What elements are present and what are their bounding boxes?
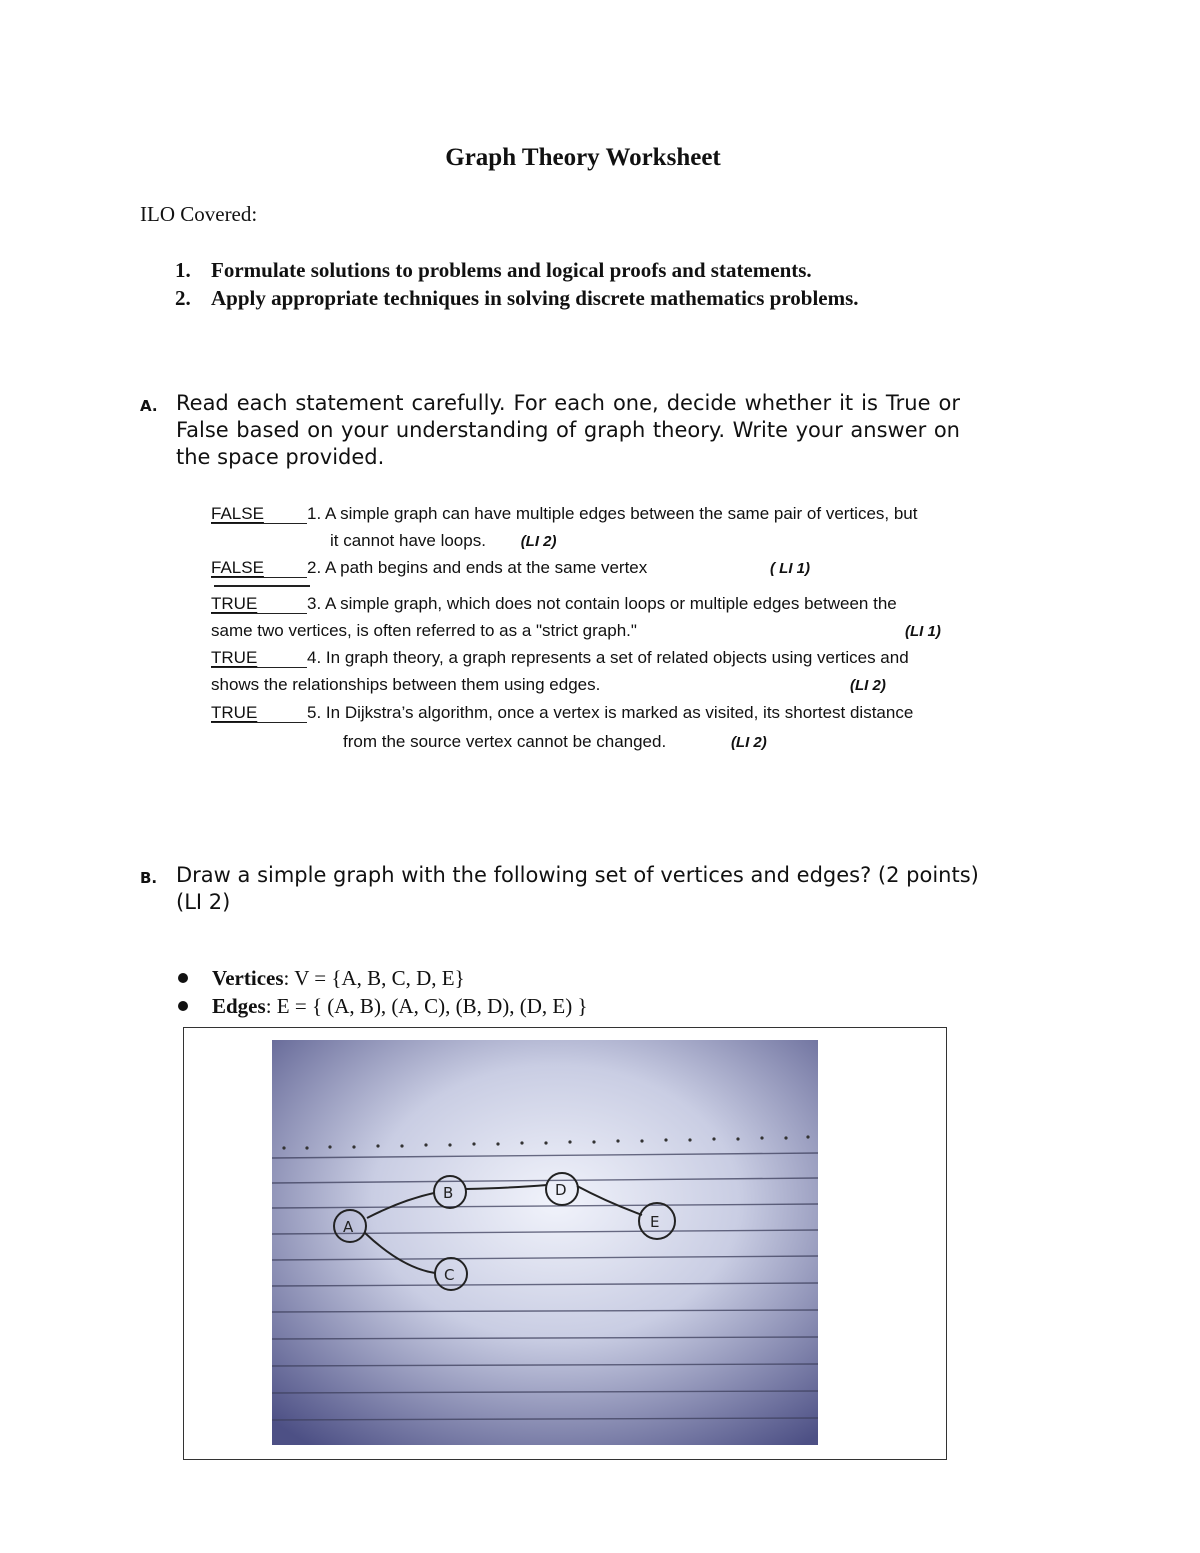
node-c-label: C bbox=[444, 1266, 455, 1284]
item-text: In Dijkstra’s algorithm, once a vertex is marked as visited, its shortest distance bbox=[325, 703, 914, 722]
item-number: 1. bbox=[307, 504, 322, 523]
tf-item-1-cont bbox=[330, 527, 557, 555]
item-number: 2. bbox=[307, 558, 322, 577]
tf-item-5 bbox=[211, 699, 913, 726]
node-a-label: A bbox=[343, 1218, 354, 1236]
tf-item-4-cont bbox=[211, 671, 600, 698]
section-b-line1: Draw a simple graph with the following set of vertices and edges? (2 points) bbox=[176, 863, 979, 887]
li-tag: (LI 2) bbox=[730, 734, 767, 751]
ilo-item bbox=[175, 284, 859, 312]
answer-blank[interactable]: FALSE bbox=[211, 500, 307, 527]
tf-item-4-li bbox=[850, 671, 886, 699]
node-d-label: D bbox=[555, 1181, 567, 1199]
item-text-cont: same two vertices, is often referred to as a "strict graph." bbox=[211, 621, 637, 640]
ilo-item bbox=[175, 256, 859, 284]
ilo-item-text: Formulate solutions to problems and logical proofs and statements. bbox=[211, 258, 812, 282]
answer-blank[interactable]: TRUE bbox=[211, 699, 307, 726]
li-tag: (LI 2) bbox=[520, 533, 557, 550]
item-number: 5. bbox=[307, 703, 322, 722]
section-b-instruction bbox=[176, 862, 1026, 916]
extra-underline bbox=[214, 585, 310, 587]
tf-item-2-li bbox=[770, 554, 810, 582]
answer-blank[interactable]: TRUE bbox=[211, 644, 307, 671]
ilo-heading: ILO Covered: bbox=[140, 202, 258, 226]
bullet-value: : E = { (A, B), (A, C), (B, D), (D, E) } bbox=[265, 994, 588, 1018]
tf-item-3-li bbox=[905, 617, 941, 645]
answer-blank[interactable]: FALSE bbox=[211, 554, 307, 581]
bullet-item bbox=[178, 964, 588, 992]
answer-blank[interactable]: TRUE bbox=[211, 590, 307, 617]
bullet-dot-icon bbox=[178, 973, 188, 983]
li-tag: ( LI 1) bbox=[770, 560, 810, 577]
li-tag: (LI 2) bbox=[850, 677, 886, 694]
section-a-letter: A. bbox=[140, 397, 158, 415]
ilo-item-number: 1. bbox=[175, 258, 191, 282]
item-text-cont: from the source vertex cannot be changed. bbox=[343, 732, 667, 751]
item-text-cont: it cannot have loops. bbox=[330, 531, 486, 550]
page-title: Graph Theory Worksheet bbox=[445, 144, 721, 171]
li-tag: (LI 1) bbox=[905, 623, 941, 640]
tf-item-5-cont bbox=[343, 728, 767, 756]
ilo-item-number: 2. bbox=[175, 286, 191, 310]
node-e-label: E bbox=[650, 1213, 660, 1231]
tf-item-2 bbox=[211, 554, 647, 581]
ilo-item-text: Apply appropriate techniques in solving discrete mathematics problems. bbox=[211, 286, 859, 310]
item-text: A path begins and ends at the same vertex bbox=[324, 558, 648, 577]
item-number: 4. bbox=[307, 648, 322, 667]
bullet-list bbox=[178, 964, 588, 1020]
item-text: A simple graph can have multiple edges between the same pair of vertices, but bbox=[324, 504, 918, 523]
bullet-label: Vertices bbox=[212, 966, 284, 990]
tf-item-3-cont bbox=[211, 617, 637, 644]
section-b-letter: B. bbox=[140, 869, 158, 887]
item-text: A simple graph, which does not contain loops or multiple edges between the bbox=[324, 594, 897, 613]
bullet-dot-icon bbox=[178, 1001, 188, 1011]
ilo-list bbox=[175, 256, 859, 312]
tf-item-1 bbox=[211, 500, 918, 527]
node-b-label: B bbox=[443, 1184, 454, 1202]
bullet-value: : V = {A, B, C, D, E} bbox=[283, 966, 465, 990]
bullet-label: Edges bbox=[212, 994, 266, 1018]
section-b-line2: (LI 2) bbox=[176, 890, 231, 914]
item-text-cont: shows the relationships between them using edges. bbox=[211, 675, 601, 694]
tf-item-4 bbox=[211, 644, 909, 671]
tf-item-3 bbox=[211, 590, 897, 617]
item-text: In graph theory, a graph represents a set of related objects using vertices and bbox=[325, 648, 909, 667]
graph-drawing-photo bbox=[272, 1040, 818, 1445]
section-a-instruction: Read each statement carefully. For each one, decide whether it is True or False based on your understanding of graph theory. Write your answer on the space provided. bbox=[176, 391, 960, 469]
item-number: 3. bbox=[307, 594, 322, 613]
bullet-item bbox=[178, 992, 588, 1020]
